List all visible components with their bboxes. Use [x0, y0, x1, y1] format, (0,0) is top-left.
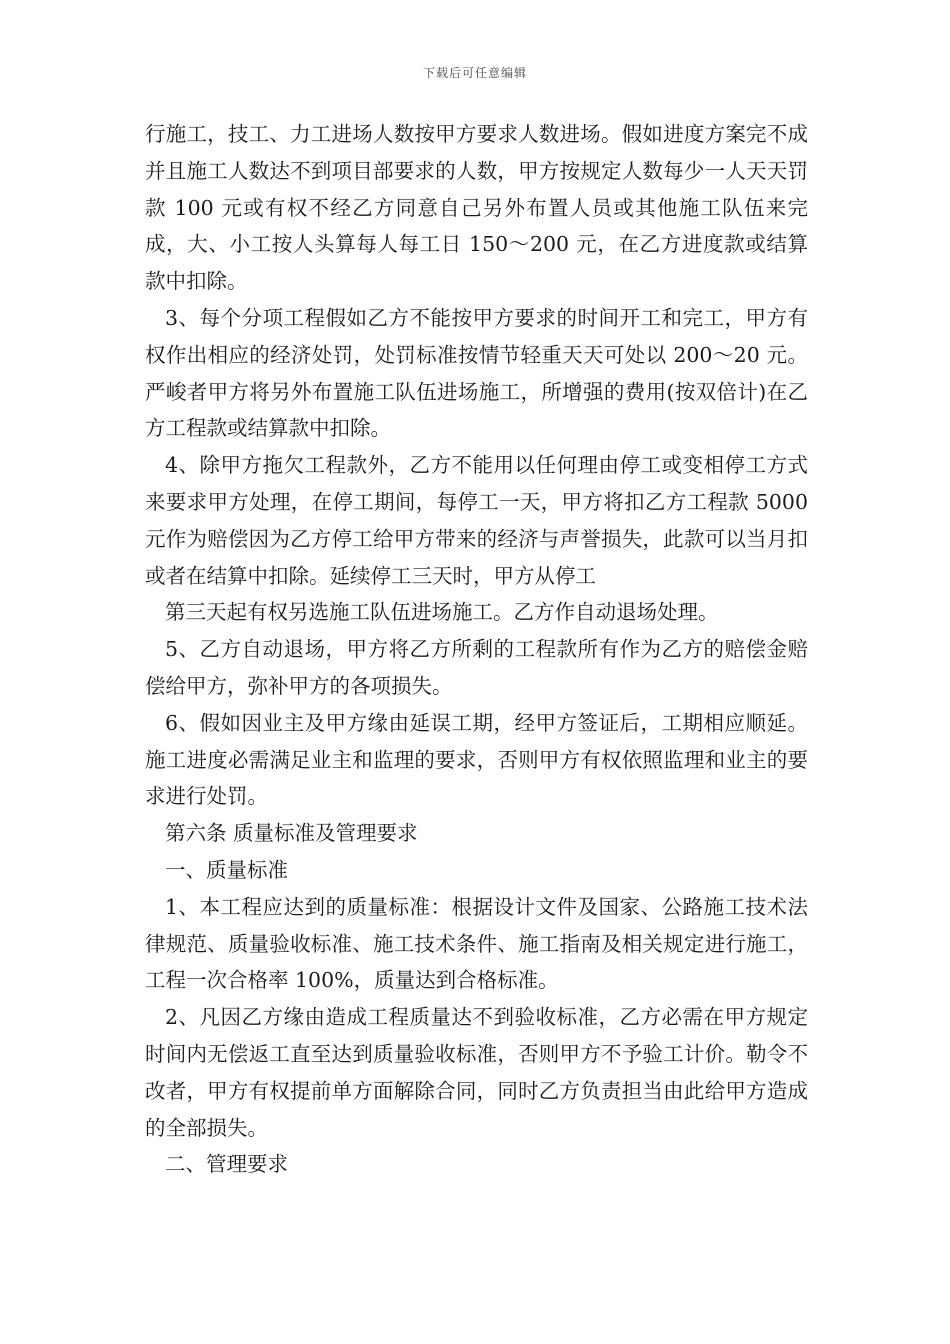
- subsection-heading-quality-standard: 一、质量标准: [165, 857, 288, 882]
- page-header: 下载后可任意编辑: [422, 66, 527, 80]
- paragraph-quality-item-2: 2、凡因乙方缘由造成工程质量达不到验收标准，乙方必需在甲方规定时间内无偿返工直至达到质量验收标准，否则甲方不予验工计价。勒令不改者，甲方有权提前单方面解除合同，同时乙方负责担当由此给甲方造成的全部损失。: [145, 1005, 808, 1140]
- paragraph-item-4-continued: 第三天起有权另选施工队伍进场施工。乙方作自动退场处理。: [165, 600, 719, 625]
- paragraph-quality-item-1: 1、本工程应达到的质量标准：根据设计文件及国家、公路施工技术法律规范、质量验收标准、施工技术条件、施工指南及相关规定进行施工，工程一次合格率 100%，质量达到合格标准。: [145, 894, 808, 993]
- document-body: [145, 116, 808, 1183]
- section-heading-article-6: 第六条 质量标准及管理要求: [165, 821, 418, 846]
- subsection-heading-management-requirements: 二、管理要求: [165, 1152, 288, 1177]
- paragraph-item-6: 6、假如因业主及甲方缘由延误工期，经甲方签证后，工期相应顺延。施工进度必需满足业主和监理的要求，否则甲方有权依照监理和业主的要求进行处罚。: [145, 710, 808, 809]
- paragraph-penalty-continued: 行施工，技工、力工进场人数按甲方要求人数进场。假如进度方案完不成并且施工人数达不到项目部要求的人数，甲方按规定人数每少一人天天罚款 100 元或有权不经乙方同意自己另外布置人员或其他施工队伍来完成，大、小工按人头算每人每工日 150～200 元，在乙方进度款或结算款中扣除。: [145, 122, 808, 294]
- paragraph-item-4: 4、除甲方拖欠工程款外，乙方不能用以任何理由停工或变相停工方式来要求甲方处理，在停工期间，每停工一天，甲方将扣乙方工程款 5000 元作为赔偿因为乙方停工给甲方带来的经济与声誉损失，此款可以当月扣或者在结算中扣除。延续停工三天时，甲方从停工: [145, 453, 808, 588]
- paragraph-item-5: 5、乙方自动退场，甲方将乙方所剩的工程款所有作为乙方的赔偿金赔偿给甲方，弥补甲方的各项损失。: [145, 637, 808, 698]
- paragraph-item-3: 3、每个分项工程假如乙方不能按甲方要求的时间开工和完工，甲方有权作出相应的经济处罚，处罚标准按情节轻重天天可处以 200～20 元。严峻者甲方将另外布置施工队伍进场施工，所增强的费用(按双倍计)在乙方工程款或结算款中扣除。: [145, 305, 808, 441]
